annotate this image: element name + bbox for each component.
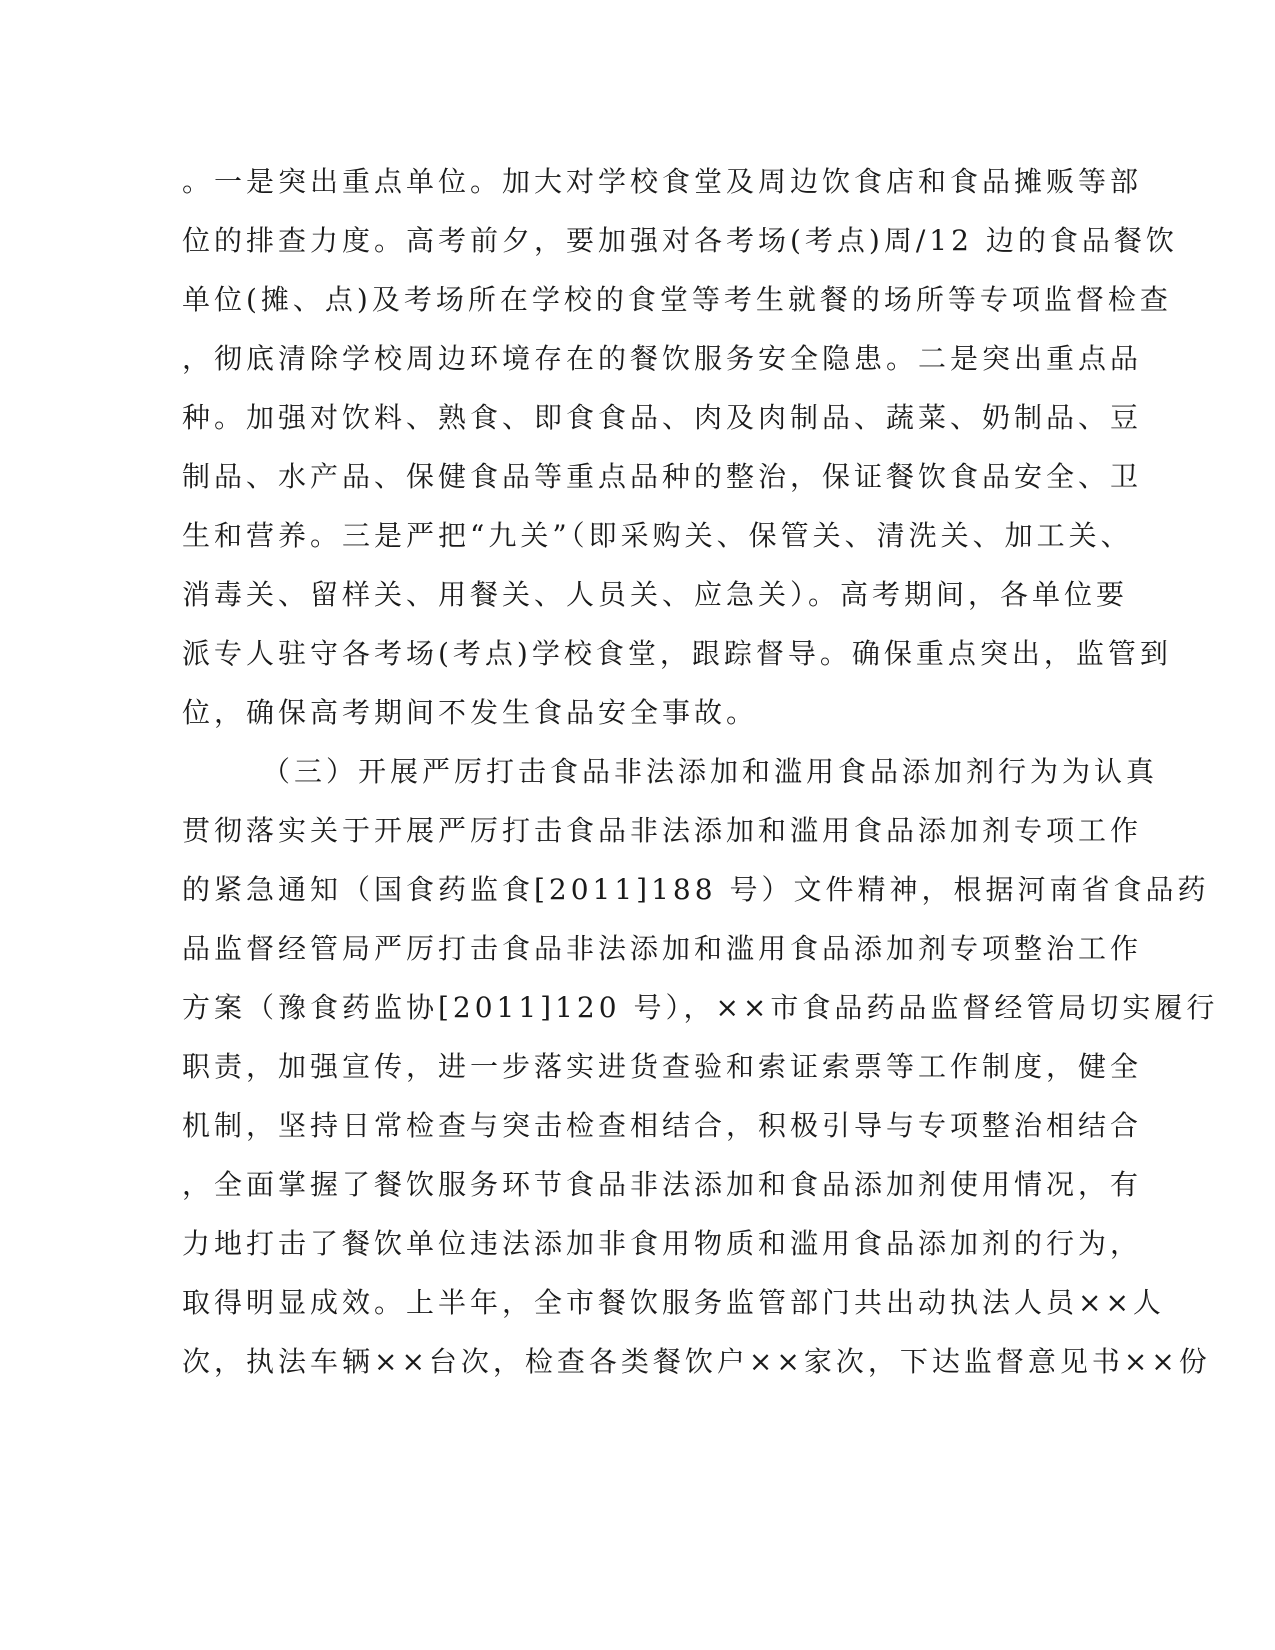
- text-line: 生和营养。三是严把“九关”（即采购关、保管关、清洗关、加工关、: [182, 519, 1133, 552]
- text-line: 制品、水产品、保健食品等重点品种的整治，保证餐饮食品安全、卫: [182, 460, 1143, 493]
- text-line: 种。加强对饮料、熟食、即食食品、肉及肉制品、蔬菜、奶制品、豆: [182, 401, 1143, 434]
- text-line: 次，执法车辆××台次，检查各类餐饮户××家次，下达监督意见书××份: [182, 1345, 1211, 1378]
- text-line: 职责，加强宣传，进一步落实进货查验和索证索票等工作制度，健全: [182, 1050, 1143, 1083]
- text-line: 位的排查力度。高考前夕，要加强对各考场(考点)周/12 边的食品餐饮: [182, 224, 1178, 257]
- text-line: 贯彻落实关于开展严厉打击食品非法添加和滥用食品添加剂专项工作: [182, 814, 1143, 847]
- text-line: 单位(摊、点)及考场所在学校的食堂等考生就餐的场所等专项监督检查: [182, 283, 1172, 316]
- text-line: 力地打击了餐饮单位违法添加非食用物质和滥用食品添加剂的行为，: [182, 1227, 1143, 1260]
- text-line: 的紧急通知（国食药监食[2011]188 号）文件精神，根据河南省食品药: [182, 873, 1210, 906]
- text-line: ，彻底清除学校周边环境存在的餐饮服务安全隐患。二是突出重点品: [182, 342, 1143, 375]
- text-line: 机制，坚持日常检查与突击检查相结合，积极引导与专项整治相结合: [182, 1109, 1143, 1142]
- text-line: ，全面掌握了餐饮服务环节食品非法添加和食品添加剂使用情况，有: [182, 1168, 1143, 1201]
- text-line: 派专人驻守各考场(考点)学校食堂，跟踪督导。确保重点突出，监管到: [182, 637, 1172, 670]
- text-line: 位，确保高考期间不发生食品安全事故。: [182, 696, 759, 729]
- text-line: 品监督经管局严厉打击食品非法添加和滥用食品添加剂专项整治工作: [182, 932, 1143, 965]
- text-line: 消毒关、留样关、用餐关、人员关、应急关）。高考期间，各单位要: [182, 578, 1129, 611]
- section-heading-line: （三）开展严厉打击食品非法添加和滥用食品添加剂行为为认真: [262, 755, 1159, 788]
- text-line: 方案（豫食药监协[2011]120 号），××市食品药品监督经管局切实履行: [182, 991, 1219, 1024]
- text-line: 。一是突出重点单位。加大对学校食堂及周边饮食店和食品摊贩等部: [182, 165, 1143, 198]
- text-line: 取得明显成效。上半年，全市餐饮服务监管部门共出动执法人员××人: [182, 1286, 1165, 1319]
